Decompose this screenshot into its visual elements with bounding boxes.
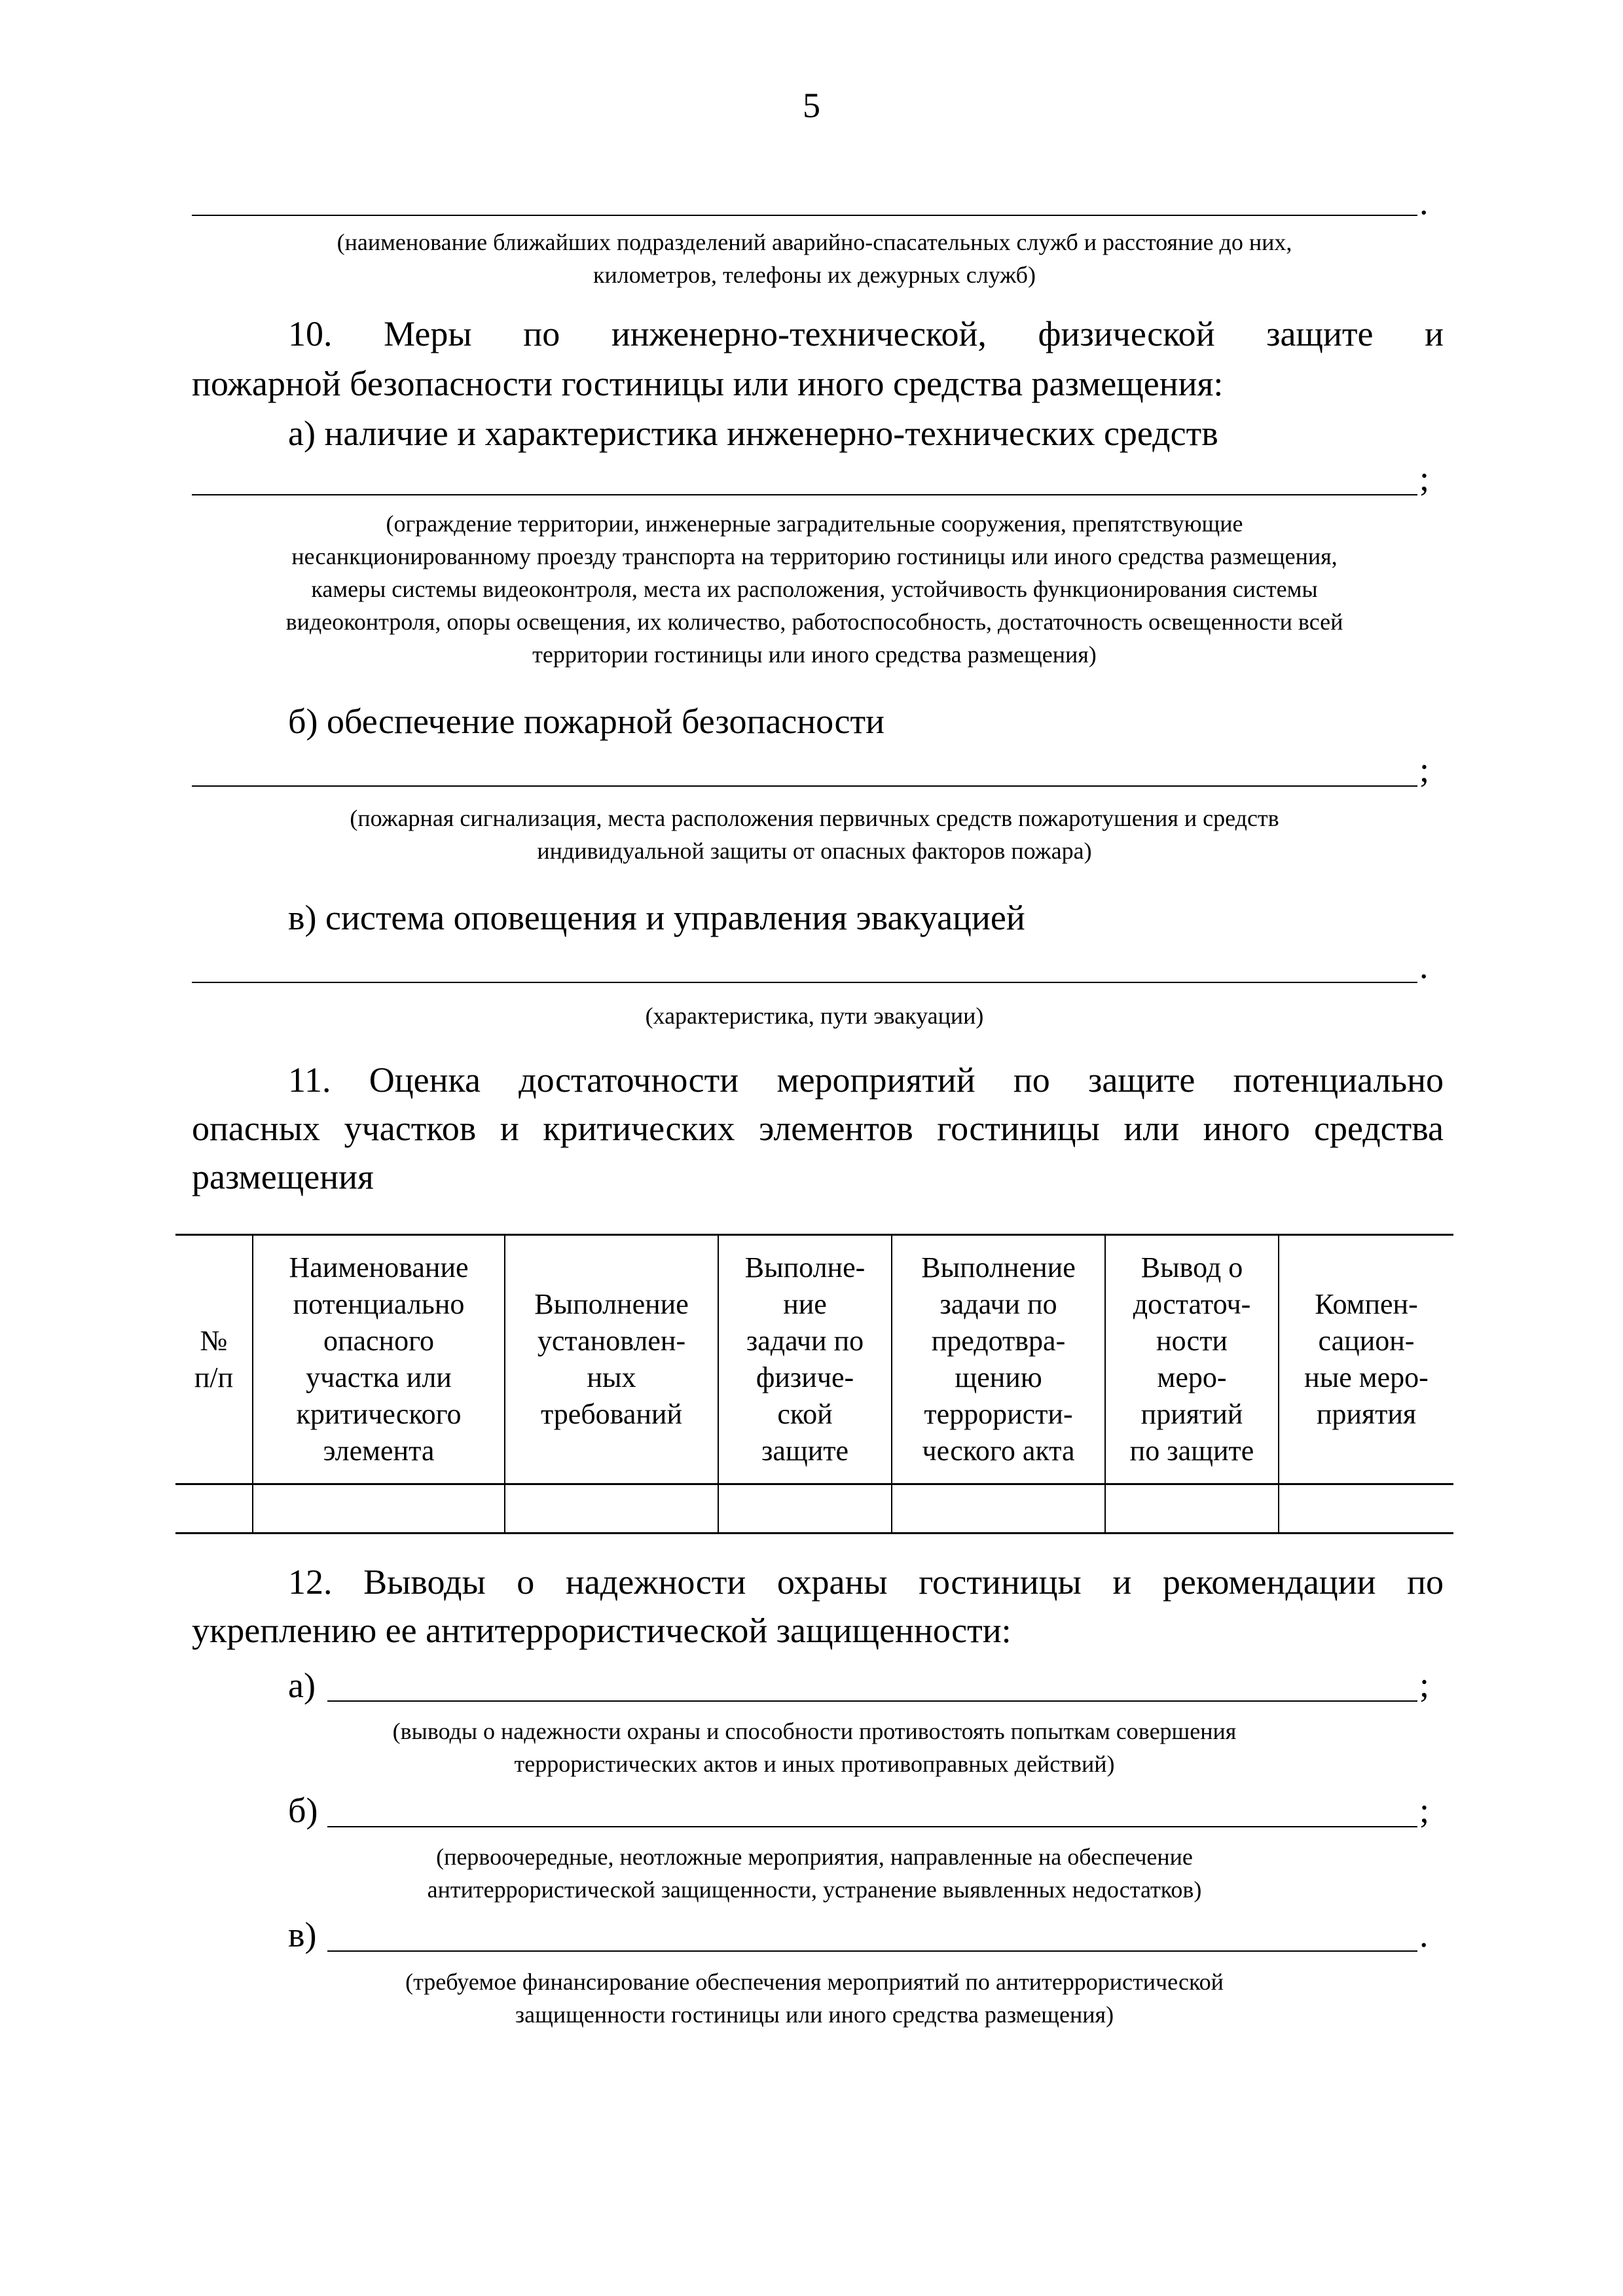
- caption-reliability-conclusions: (выводы о надежности охраны и способности противостоять попыткам совершения террористических актов и иных противоправных действий): [392, 1718, 1237, 1777]
- table-row: [175, 1484, 1453, 1534]
- table-cell[interactable]: [1105, 1484, 1279, 1534]
- caption-emergency-services: (наименование ближайших подразделений аварийно-спасательных служб и расстояние до них, километров, телефоны их дежурных служб): [337, 229, 1292, 288]
- col-header-requirements: Выполнение установлен- ных требований: [505, 1235, 718, 1484]
- section11-title-line2: опасных участков и критических элементов гостиницы или иного средства: [192, 1109, 1444, 1148]
- caption-engineering-means: (ограждение территории, инженерные заградительные сооружения, препятствующие несанкционированному проезду транспорта на территорию гостиницы или иного средства размещения, камеры системы видеоконтроля, места их расположения, устойчивость функционирования системы видеоконтроля, опоры освещения, их количество, работоспособность, достаточность освещенности всей территории гостиницы или иного средства размещения): [285, 511, 1343, 668]
- section12-b-punct: ;: [1419, 1791, 1430, 1830]
- caption-priority-measures: (первоочередные, неотложные мероприятия, направленные на обеспечение антитеррористической защищенности, устранение выявленных недостатков): [427, 1844, 1202, 1903]
- section11-title-line3: размещения: [192, 1157, 374, 1196]
- fill-line-engineering-means[interactable]: [192, 494, 1417, 495]
- col-header-sufficiency-conclusion: Вывод о достаточ- ности меро- приятий по защите: [1105, 1235, 1279, 1484]
- section12-v-punct: .: [1419, 1915, 1429, 1954]
- caption-evacuation: (характеристика, пути эвакуации): [645, 1003, 984, 1029]
- col-header-physical-protection: Выполне- ние задачи по физиче- ской защите: [718, 1235, 892, 1484]
- table-cell[interactable]: [1279, 1484, 1453, 1534]
- section12-a-punct: ;: [1419, 1665, 1430, 1704]
- table-header-row: [175, 1235, 1453, 1484]
- fill-line-priority-measures[interactable]: [327, 1826, 1417, 1827]
- section10-title-line2: пожарной безопасности гостиницы или иного средства размещения:: [192, 364, 1224, 403]
- section10-a-label: а) наличие и характеристика инженерно-технических средств: [288, 414, 1218, 453]
- col-header-element-name: Наименование потенциально опасного участка или критического элемента: [253, 1235, 505, 1484]
- fill-line-end-punct: .: [1419, 183, 1429, 222]
- fill-line-financing[interactable]: [327, 1950, 1417, 1952]
- col-header-compensation: Компен- сацион- ные меро- приятия: [1279, 1235, 1453, 1484]
- col-header-number: № п/п: [175, 1235, 253, 1484]
- fill-line-emergency-services[interactable]: [192, 215, 1417, 216]
- section10-v-label: в) система оповещения и управления эвакуацией: [288, 898, 1025, 937]
- section10-b-punct: ;: [1419, 750, 1430, 789]
- section10-v-punct: .: [1419, 946, 1429, 986]
- table-cell[interactable]: [175, 1484, 253, 1534]
- fill-line-reliability-conclusions[interactable]: [327, 1700, 1417, 1702]
- caption-financing: (требуемое финансирование обеспечения мероприятий по антитеррористической защищенности гостиницы или иного средства размещения): [405, 1969, 1224, 2028]
- caption-fire-safety: (пожарная сигнализация, места расположения первичных средств пожаротушения и средств индивидуальной защиты от опасных факторов пожара): [350, 805, 1279, 864]
- fill-line-fire-safety[interactable]: [192, 785, 1417, 787]
- table-cell[interactable]: [718, 1484, 892, 1534]
- page-number: 5: [803, 86, 820, 125]
- table-cell[interactable]: [253, 1484, 505, 1534]
- section10-a-punct: ;: [1419, 459, 1430, 498]
- section12-a-label: а): [288, 1666, 316, 1705]
- table-cell[interactable]: [505, 1484, 718, 1534]
- section11-title-line1: 11. Оценка достаточности мероприятий по защите потенциально: [288, 1060, 1444, 1100]
- table-cell[interactable]: [892, 1484, 1105, 1534]
- section12-b-label: б): [288, 1791, 318, 1830]
- section10-title-line1: 10. Меры по инженерно-технической, физической защите и: [288, 314, 1444, 353]
- fill-line-evacuation[interactable]: [192, 982, 1417, 983]
- assessment-table: [175, 1234, 1453, 1534]
- section10-b-label: б) обеспечение пожарной безопасности: [288, 702, 884, 741]
- section12-title-line2: укреплению ее антитеррористической защищенности:: [192, 1611, 1012, 1650]
- section12-title-line1: 12. Выводы о надежности охраны гостиницы и рекомендации по: [288, 1562, 1444, 1602]
- section12-v-label: в): [288, 1915, 317, 1954]
- col-header-terror-prevention: Выполнение задачи по предотвра- щению террористи- ческого акта: [892, 1235, 1105, 1484]
